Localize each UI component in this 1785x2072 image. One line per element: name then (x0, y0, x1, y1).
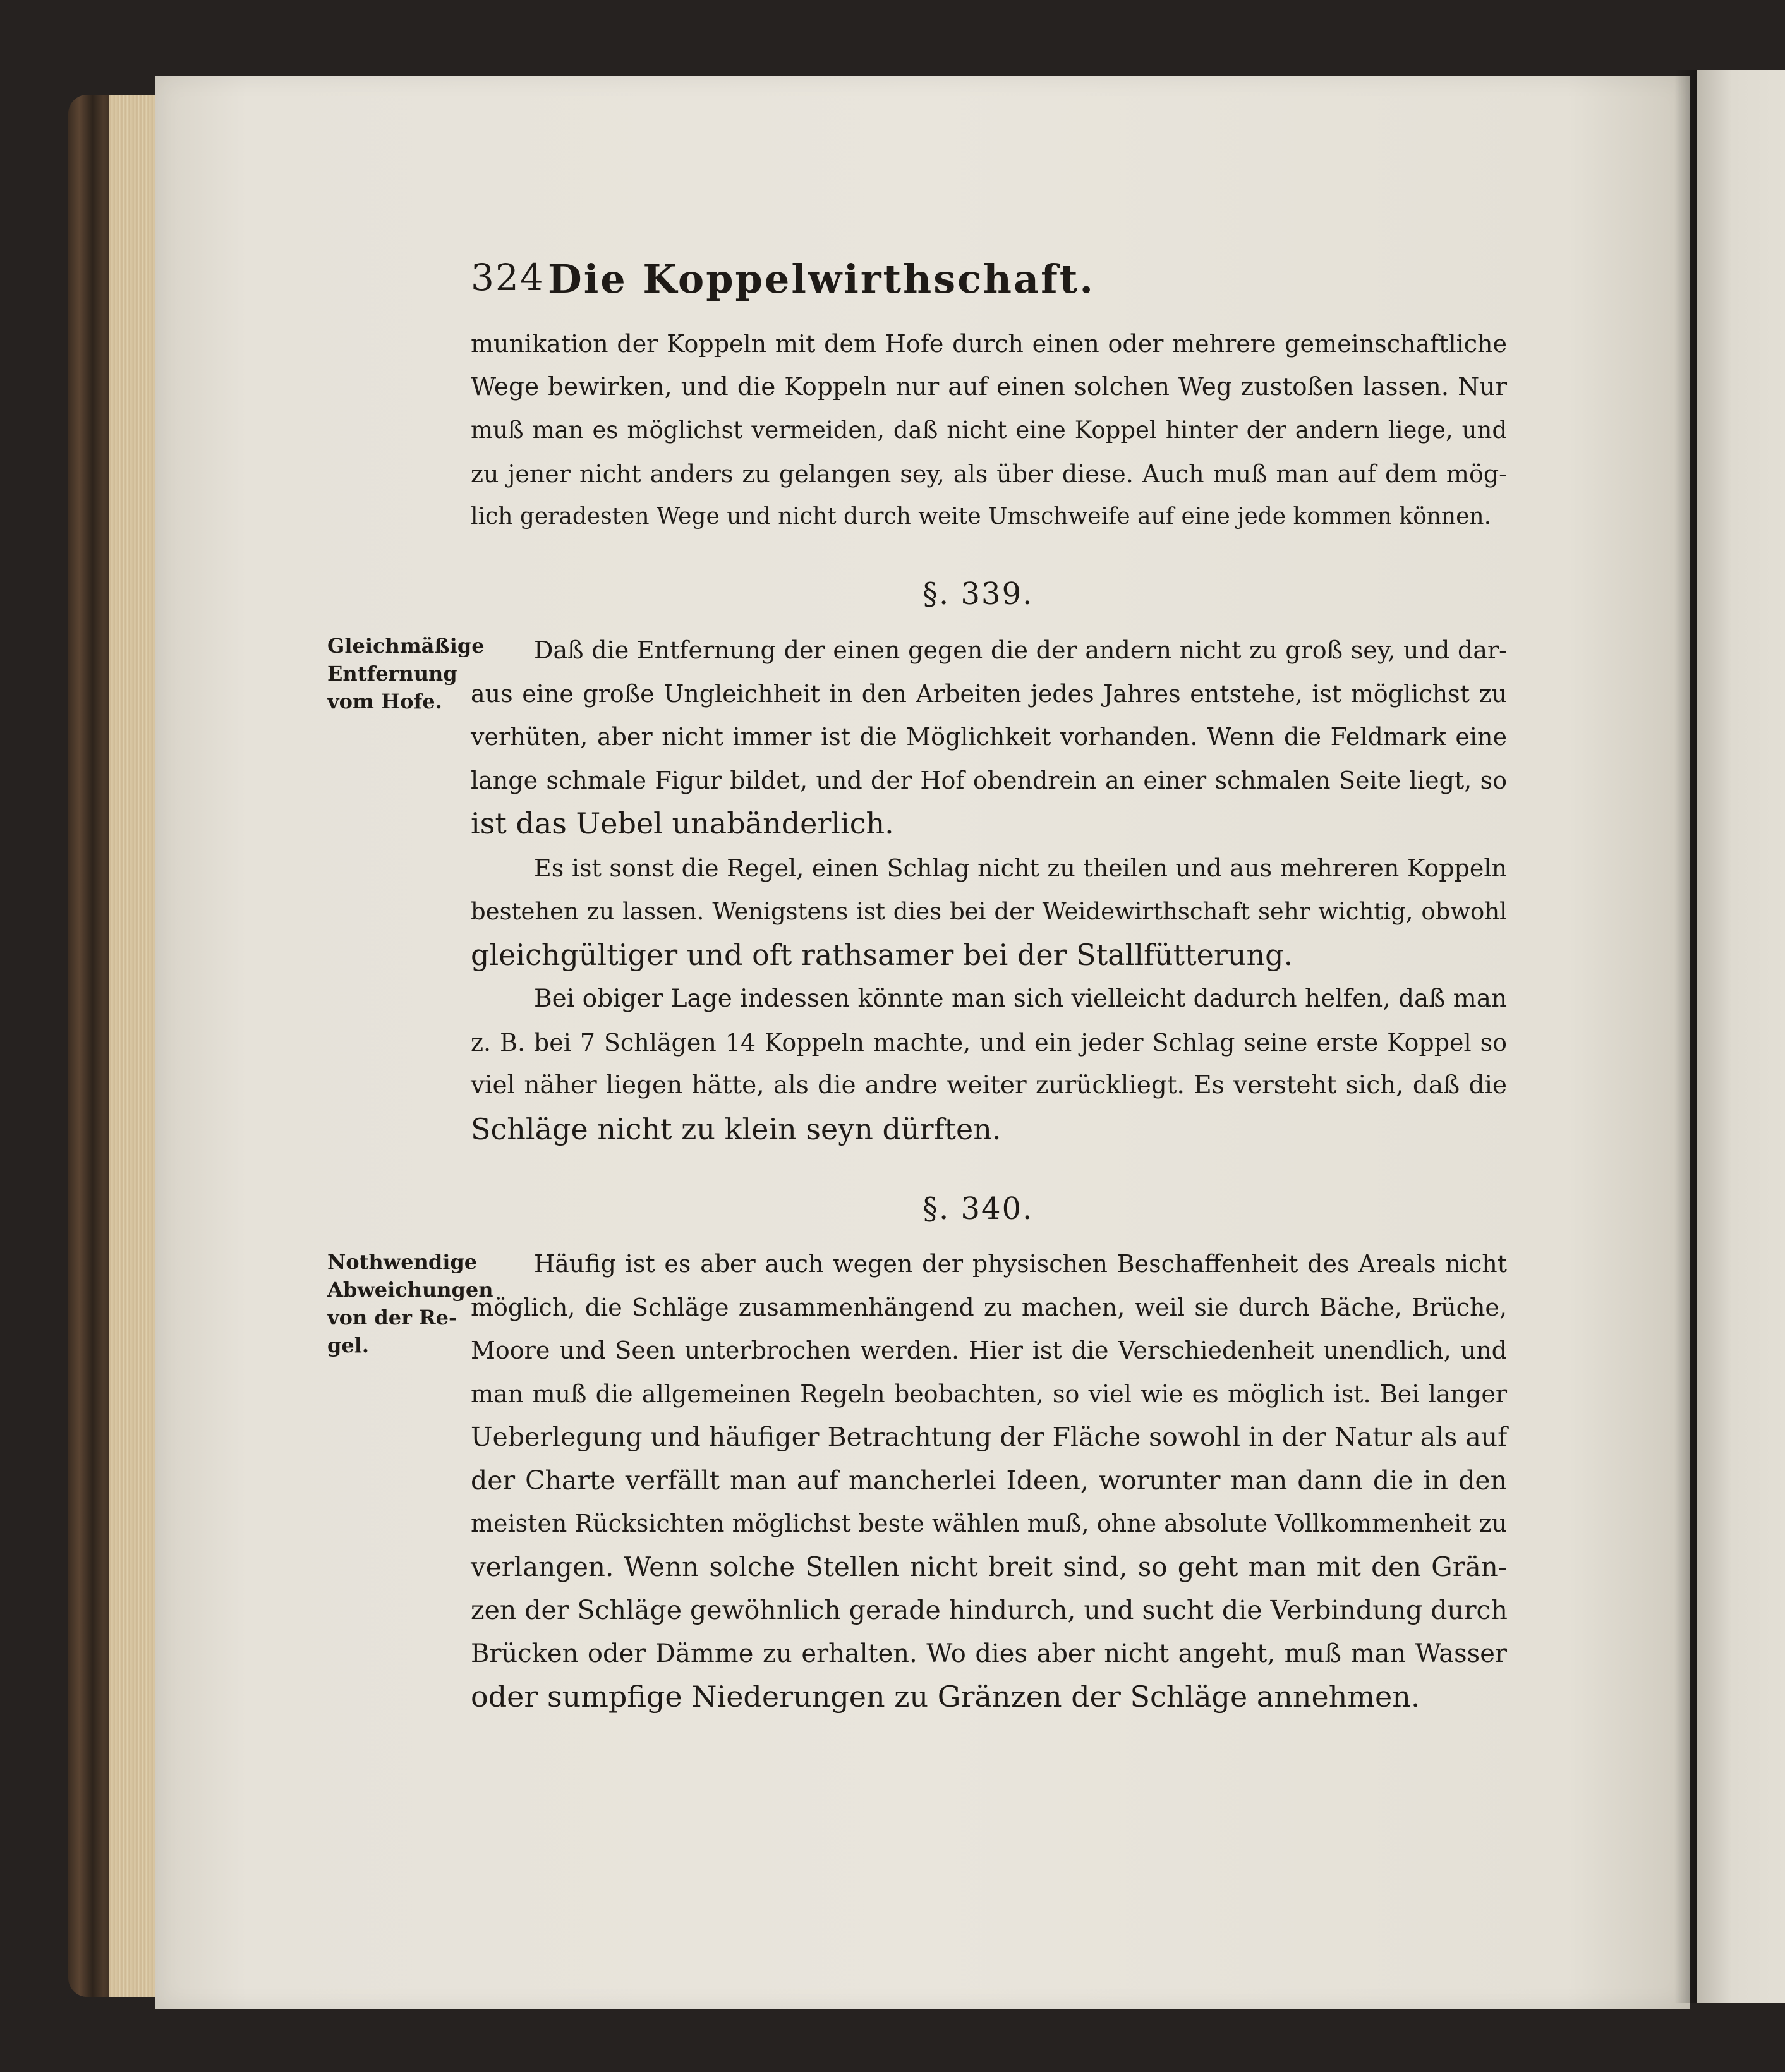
section-heading-340: §. 340. (923, 1191, 1034, 1227)
text-line: muß man es möglichst vermeiden, daß nicht eine Koppel hinter der andern liege, und (471, 416, 1507, 444)
marginal-note-line: Abweichungen (327, 1278, 493, 1302)
text-line: gleichgültiger und oft rathsamer bei der Stallfütterung. (471, 938, 1293, 972)
text-line: meisten Rücksichten möglichst beste wählen muß, ohne absolute Vollkommenheit zu (471, 1510, 1508, 1537)
paragraph-340-1 (471, 1242, 1507, 1719)
marginal-note-line: von der Re- (327, 1306, 457, 1330)
text-line: verhüten, aber nicht immer ist die Möglichkeit vorhanden. Wenn die Feldmark eine (471, 723, 1507, 751)
text-line: möglich, die Schläge zusammenhängend zu machen, weil sie durch Bäche, Brüche, (471, 1293, 1507, 1321)
text-line: Moore und Seen unterbrochen werden. Hier ist die Verschiedenheit unendlich, und (471, 1336, 1507, 1364)
running-head (471, 256, 1172, 300)
paragraph-339-2 (471, 847, 1507, 977)
text-line: bestehen zu lassen. Wenigstens ist dies bei der Weidewirthschaft sehr wichtig, obwohl (471, 897, 1507, 925)
gutter-shadow (1674, 70, 1700, 2003)
marginal-note-line: vom Hofe. (327, 689, 442, 713)
section-heading-339: §. 339. (923, 576, 1034, 612)
text-line: zen der Schläge gewöhnlich gerade hindurch, und sucht die Verbindung durch (471, 1595, 1508, 1625)
text-line: viel näher liegen hätte, als die andre weiter zurückliegt. Es versteht sich, daß die (471, 1071, 1507, 1100)
text-line: Es ist sonst die Regel, einen Schlag nicht zu theilen und aus mehreren Koppeln (534, 854, 1507, 882)
text-line: verlangen. Wenn solche Stellen nicht breit sind, so geht man mit den Grän- (471, 1551, 1507, 1582)
page-edges (109, 95, 159, 1997)
marginal-note-line: gel. (327, 1333, 370, 1357)
marginal-note-line: Nothwendige (327, 1250, 478, 1274)
text-line: lich geradesten Wege und nicht durch weite Umschweife auf eine jede kommen können. (471, 504, 1492, 530)
marginal-note-339 (327, 632, 485, 715)
text-line: zu jener nicht anders zu gelangen sey, als über diese. Auch muß man auf dem mög- (471, 459, 1507, 488)
page-number: 324 (471, 256, 545, 299)
text-line: z. B. bei 7 Schlägen 14 Koppeln machte, und ein jeder Schlag seine erste Koppel so (471, 1028, 1507, 1057)
text-line: der Charte verfällt man auf mancherlei Ideen, worunter man dann die in den (471, 1465, 1507, 1496)
text-line: Wege bewirken, und die Koppeln nur auf einen solchen Weg zustoßen lassen. Nur (471, 372, 1507, 401)
marginal-note-line: Entfernung (327, 662, 457, 686)
text-line: aus eine große Ungleichheit in den Arbeiten jedes Jahres entstehe, ist möglichst zu (471, 679, 1507, 708)
text-line: man muß die allgemeinen Regeln beobachten, so viel wie es möglich ist. Bei langer (471, 1379, 1507, 1408)
opening-paragraph (471, 322, 1507, 539)
paragraph-339-1 (471, 629, 1507, 845)
text-line: oder sumpfige Niederungen zu Gränzen der Schläge annehmen. (471, 1680, 1420, 1714)
book-spine (68, 95, 112, 1997)
facing-page (1697, 70, 1785, 2003)
text-line: Daß die Entfernung der einen gegen die der andern nicht zu groß sey, und dar- (534, 636, 1507, 664)
text-line: Schläge nicht zu klein seyn dürften. (471, 1112, 1001, 1146)
text-line: lange schmale Figur bildet, und der Hof obendrein an einer schmalen Seite liegt, so (471, 766, 1507, 794)
text-line: Häufig ist es aber auch wegen der physischen Beschaffenheit des Areals nicht (534, 1250, 1507, 1278)
paragraph-339-3 (471, 978, 1507, 1151)
text-line: ist das Uebel unabänderlich. (471, 806, 894, 840)
text-line: Brücken oder Dämme zu erhalten. Wo dies aber nicht angeht, muß man Wasser (471, 1639, 1507, 1668)
text-line: Bei obiger Lage indessen könnte man sich vielleicht dadurch helfen, daß man (534, 985, 1508, 1013)
marginal-note-340 (327, 1248, 493, 1359)
marginal-note-line: Gleichmäßige (327, 634, 485, 658)
text-line: Ueberlegung und häufiger Betrachtung der Fläche sowohl in der Natur als auf (471, 1422, 1508, 1452)
page-title: Die Koppelwirthschaft. (547, 256, 1096, 302)
text-line: munikation der Koppeln mit dem Hofe durch einen oder mehrere gemeinschaftliche (471, 330, 1507, 358)
